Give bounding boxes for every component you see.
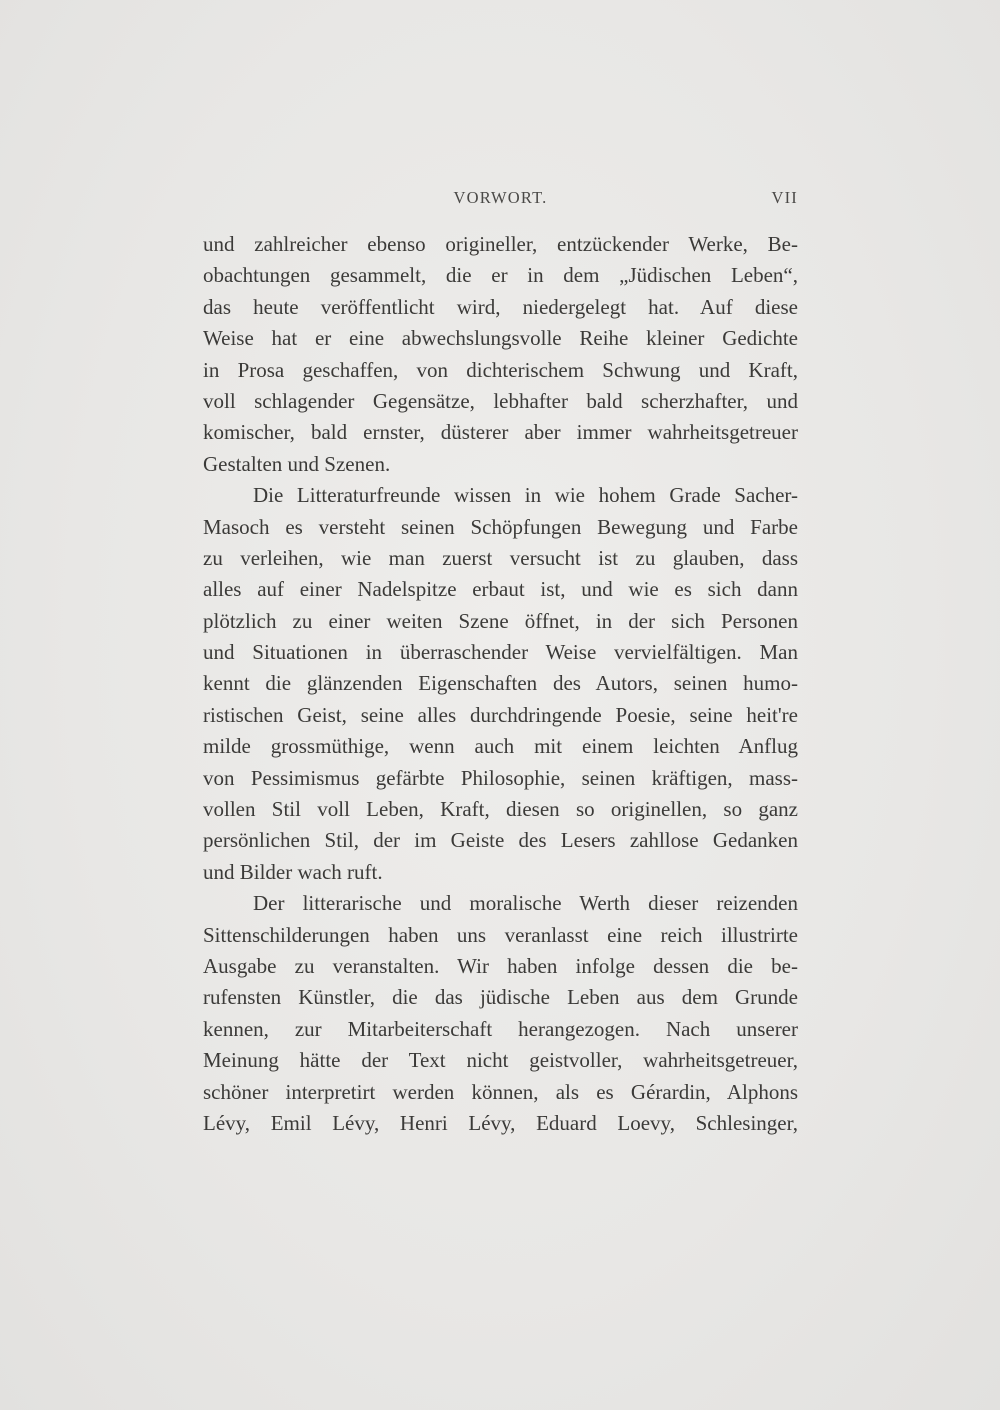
page-number: VII	[771, 188, 798, 207]
text-line: komischer, bald ernster, düsterer aber immer wahrheitsgetreuer	[203, 420, 798, 445]
text-line: Meinung hätte der Text nicht geistvoller, wahrheitsgetreuer,	[203, 1048, 798, 1073]
text-line: von Pessimismus gefärbte Philosophie, seinen kräftigen, mass-	[203, 765, 798, 790]
text-line: rufensten Künstler, die das jüdische Leben aus dem Grunde	[203, 985, 798, 1010]
text-line: kennen, zur Mitarbeiterschaft herangezogen. Nach unserer	[203, 1016, 798, 1041]
text-line: Lévy, Emil Lévy, Henri Lévy, Eduard Loevy, Schlesinger,	[203, 1110, 798, 1135]
paragraph-2	[203, 480, 798, 888]
running-head-title: VORWORT.	[453, 188, 548, 207]
text-line: das heute veröffentlicht wird, niedergelegt hat. Auf diese	[203, 294, 798, 319]
running-head	[203, 188, 798, 212]
text-line: Der litterarische und moralische Werth dieser reizenden	[253, 891, 798, 916]
text-line: und zahlreicher ebenso origineller, entzückender Werke, Be-	[203, 232, 798, 256]
text-line: vollen Stil voll Leben, Kraft, diesen so originellen, so ganz	[203, 797, 798, 822]
text-line: Sittenschilderungen haben uns veranlasst eine reich illustrirte	[203, 922, 798, 947]
text-line: Gestalten und Szenen.	[203, 451, 391, 476]
text-line: plötzlich zu einer weiten Szene öffnet, in der sich Personen	[203, 608, 798, 633]
text-line: kennt die glänzenden Eigenschaften des Autors, seinen humo-	[203, 671, 798, 696]
text-line: persönlichen Stil, der im Geiste des Lesers zahllose Gedanken	[203, 828, 798, 853]
text-line: Weise hat er eine abwechslungsvolle Reihe kleiner Gedichte	[203, 326, 798, 351]
text-line: Masoch es versteht seinen Schöpfungen Bewegung und Farbe	[203, 514, 798, 539]
text-line: und Situationen in überraschender Weise vervielfältigen. Man	[203, 640, 798, 665]
text-line: in Prosa geschaffen, von dichterischem Schwung und Kraft,	[203, 357, 798, 382]
text-line: milde grossmüthige, wenn auch mit einem leichten Anflug	[203, 734, 798, 759]
text-line: schöner interpretirt werden können, als es Gérardin, Alphons	[203, 1079, 798, 1104]
body-text	[203, 229, 798, 1139]
text-line: alles auf einer Nadelspitze erbaut ist, und wie es sich dann	[203, 577, 798, 602]
text-line: Ausgabe zu veranstalten. Wir haben infolge dessen die be-	[203, 953, 798, 978]
text-line: ristischen Geist, seine alles durchdringende Poesie, seine heit're	[203, 702, 798, 727]
text-line: und Bilder wach ruft.	[203, 859, 383, 884]
paragraph-1	[203, 229, 798, 480]
text-line: zu verleihen, wie man zuerst versucht ist zu glauben, dass	[203, 545, 798, 570]
text-line: obachtungen gesammelt, die er in dem „Jüdischen Leben“,	[203, 263, 798, 288]
paragraph-3	[203, 888, 798, 1139]
text-line: Die Litteraturfreunde wissen in wie hohem Grade Sacher-	[253, 483, 798, 508]
text-line: voll schlagender Gegensätze, lebhafter bald scherzhafter, und	[203, 388, 798, 413]
